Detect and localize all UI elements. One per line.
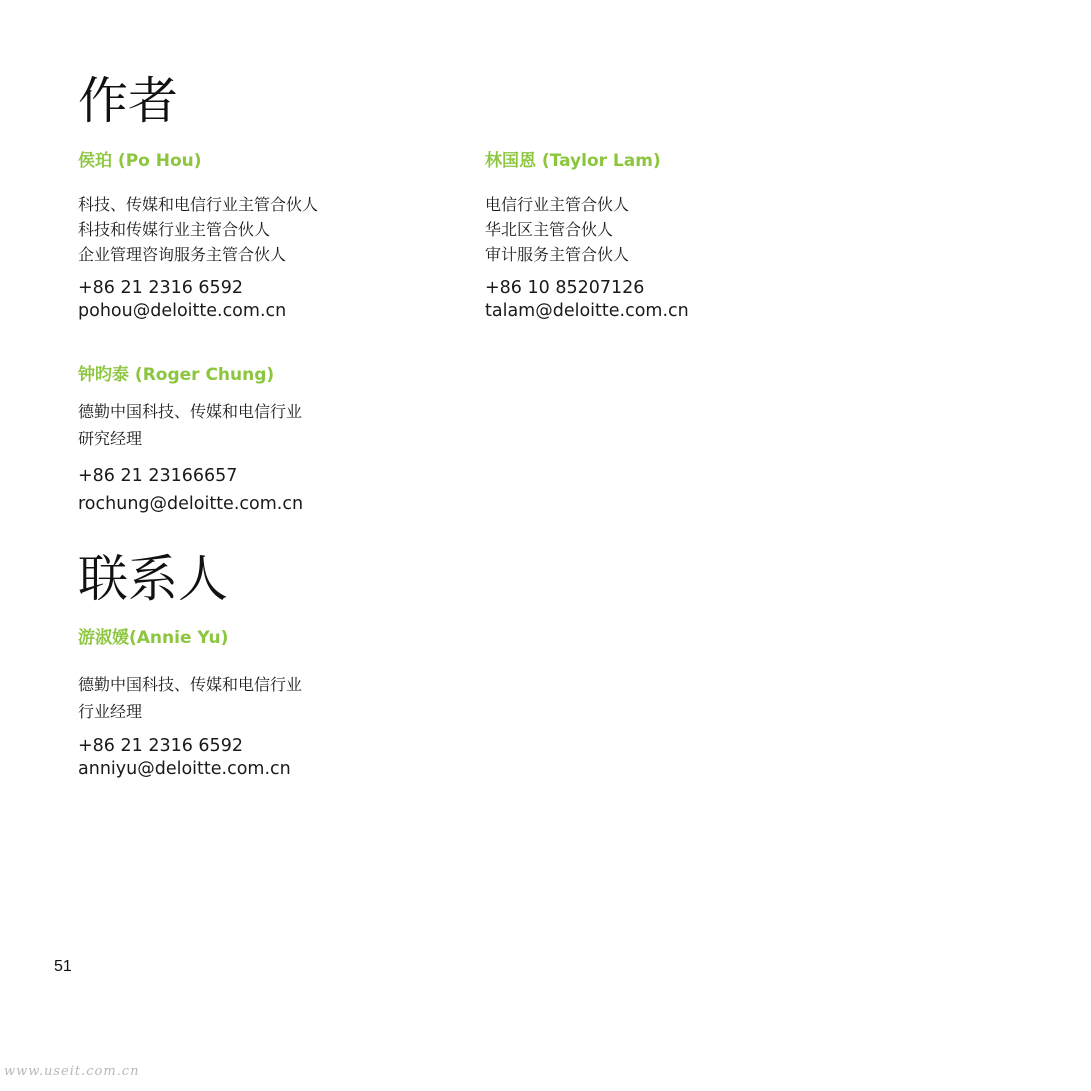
role-line: 企业管理咨询服务主管合伙人 [78,245,287,264]
email-address[interactable]: rochung@deloitte.com.cn [78,494,304,514]
authors-heading: 作者 [78,72,178,130]
person-name: 钟昀泰 (Roger Chung) [78,365,275,385]
role-line: 电信行业主管合伙人 [485,195,630,214]
contacts-heading: 联系人 [78,550,228,608]
contact-card-annie-yu [78,627,458,781]
author-card-po-hou [78,150,458,323]
page-number: 51 [54,958,72,975]
role-line: 审计服务主管合伙人 [485,245,630,264]
person-roles [78,192,458,267]
person-contact [78,462,458,518]
person-roles [78,398,458,452]
phone-number: +86 21 23166657 [78,466,238,486]
email-address[interactable]: talam@deloitte.com.cn [485,301,689,321]
person-name: 游淑媛(Annie Yu) [78,628,229,648]
phone-number: +86 10 85207126 [485,278,645,298]
person-contact [485,277,865,323]
email-address[interactable]: anniyu@deloitte.com.cn [78,759,291,779]
author-card-taylor-lam [485,150,865,323]
person-name: 林国恩 (Taylor Lam) [485,151,661,171]
phone-number: +86 21 2316 6592 [78,736,243,756]
role-line: 研究经理 [78,429,143,448]
phone-number: +86 21 2316 6592 [78,278,243,298]
person-roles [78,671,458,725]
role-line: 行业经理 [78,702,143,721]
role-line: 科技和传媒行业主管合伙人 [78,220,271,239]
person-contact [78,277,458,323]
person-name: 侯珀 (Po Hou) [78,151,202,171]
author-card-roger-chung [78,364,458,518]
role-line: 科技、传媒和电信行业主管合伙人 [78,195,319,214]
role-line: 德勤中国科技、传媒和电信行业 [78,402,303,421]
watermark: www.useit.com.cn [4,1064,140,1079]
role-line: 华北区主管合伙人 [485,220,614,239]
email-address[interactable]: pohou@deloitte.com.cn [78,301,287,321]
person-roles [485,192,865,267]
person-contact [78,735,458,781]
role-line: 德勤中国科技、传媒和电信行业 [78,675,303,694]
